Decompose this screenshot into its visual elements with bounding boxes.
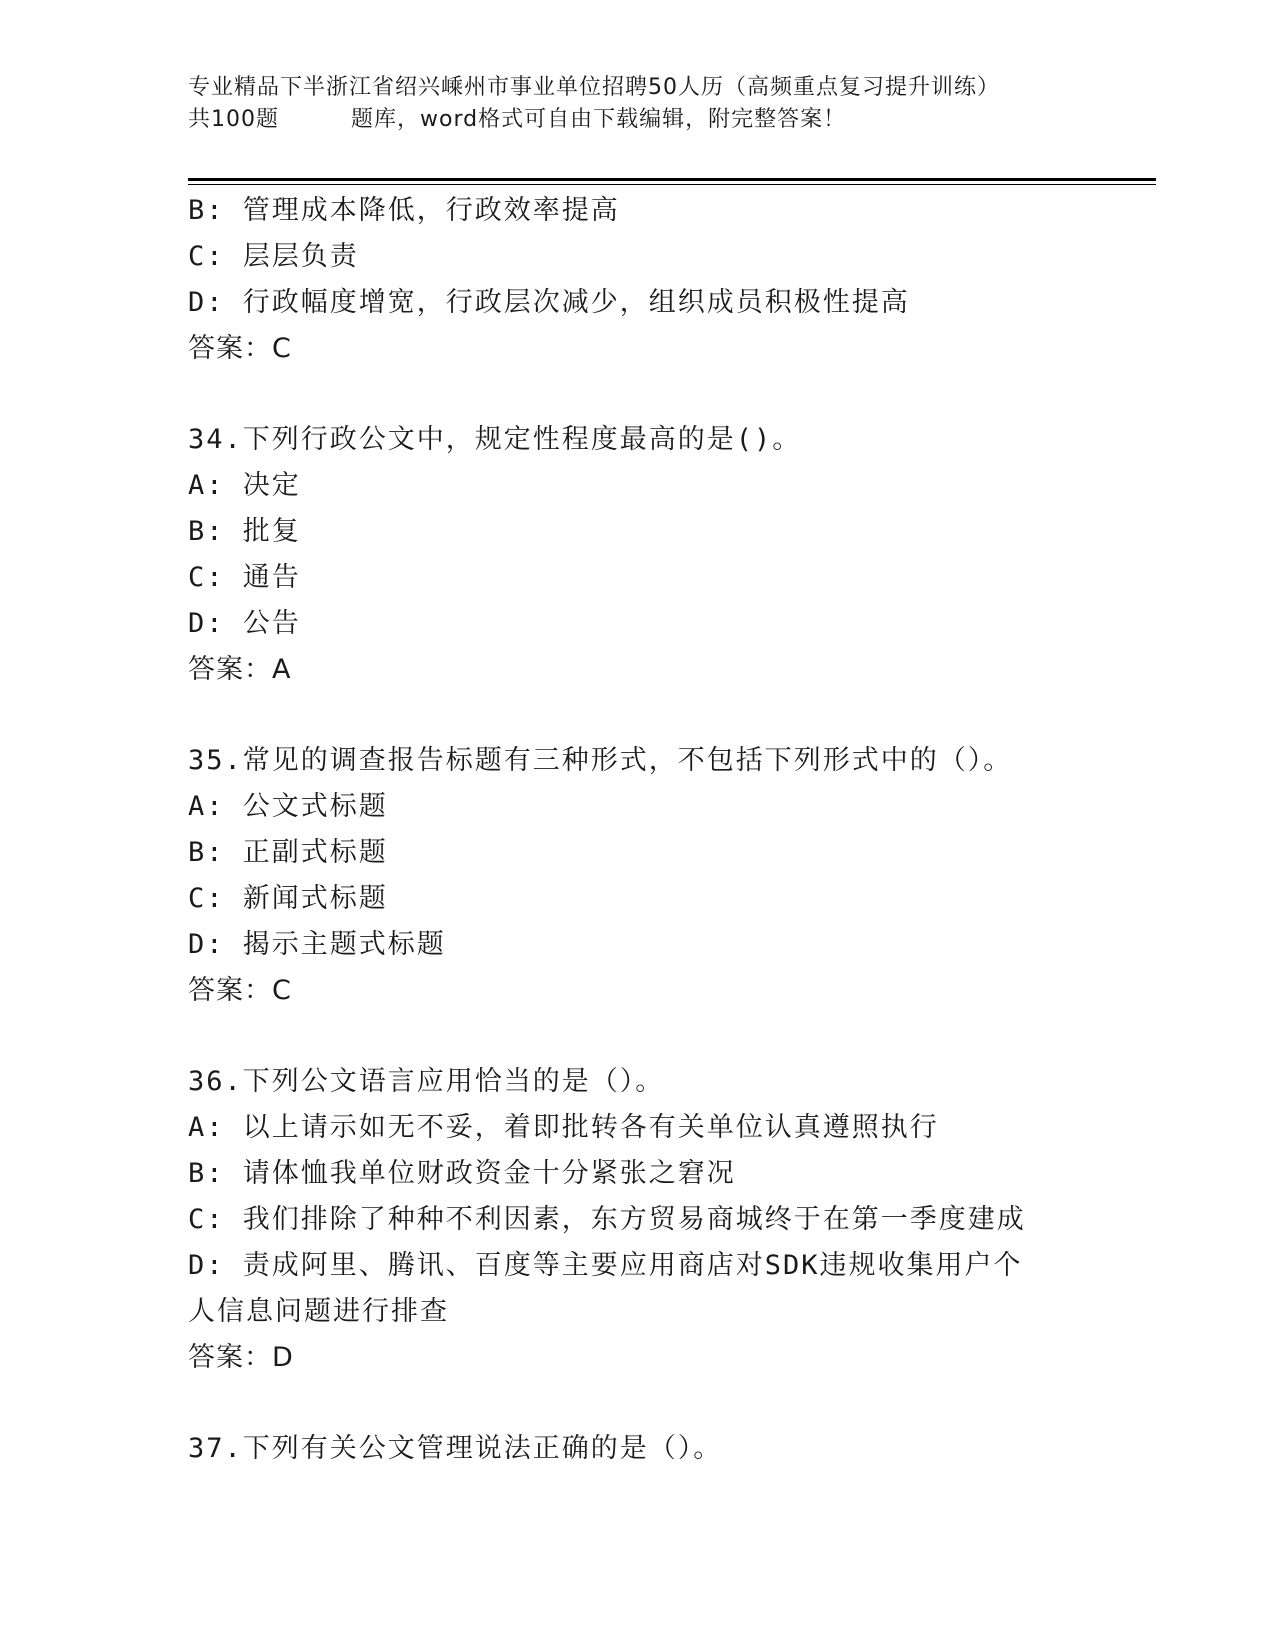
header-question-count: 共100题 [188,107,279,132]
header-rule-thin [188,184,1156,185]
document-body [188,188,1088,1472]
option-a: A: 公文式标题 [188,791,388,822]
question-block-34 [188,417,1088,693]
header-title-line: 专业精品下半浙江省绍兴嵊州市事业单位招聘50人历（高频重点复习提升训练） [188,75,1000,100]
question-stem: 34.下列行政公文中，规定性程度最高的是()。 [188,424,802,455]
document-header [188,72,1148,136]
question-block-previous [188,188,1088,372]
answer-line: 答案：C [188,333,292,364]
option-d: D: 行政幅度增宽，行政层次减少，组织成员积极性提高 [188,287,910,318]
option-b: B: 请体恤我单位财政资金十分紧张之窘况 [188,1158,736,1189]
option-c: C: 层层负责 [188,241,359,272]
option-c: C: 我们排除了种种不利因素，东方贸易商城终于在第一季度建成 [188,1204,1026,1235]
option-b: B: 管理成本降低，行政效率提高 [188,195,620,226]
option-a: A: 决定 [188,470,301,501]
question-block-37 [188,1426,1088,1472]
question-stem: 35.常见的调查报告标题有三种形式，不包括下列形式中的（）。 [188,745,1013,776]
option-d: D: 揭示主题式标题 [188,929,446,960]
question-stem: 37.下列有关公文管理说法正确的是（）。 [188,1433,723,1464]
option-d: D: 公告 [188,608,301,639]
option-b: B: 批复 [188,516,301,547]
option-d: D: 责成阿里、腾讯、百度等主要应用商店对SDK违规收集用户个人信息问题进行排查 [188,1250,1023,1327]
question-stem: 36.下列公文语言应用恰当的是（）。 [188,1066,665,1097]
header-description: 题库，word格式可自由下载编辑，附完整答案！ [351,107,847,132]
option-b: B: 正副式标题 [188,837,388,868]
header-rule-thick [188,178,1156,181]
answer-line: 答案：D [188,1342,294,1373]
option-c: C: 新闻式标题 [188,883,388,914]
option-a: A: 以上请示如无不妥，着即批转各有关单位认真遵照执行 [188,1112,939,1143]
answer-line: 答案：C [188,975,292,1006]
question-block-35 [188,738,1088,1014]
option-c: C: 通告 [188,562,301,593]
header-subtitle-line [188,104,1148,136]
answer-line: 答案：A [188,654,292,685]
question-block-36 [188,1059,1088,1381]
